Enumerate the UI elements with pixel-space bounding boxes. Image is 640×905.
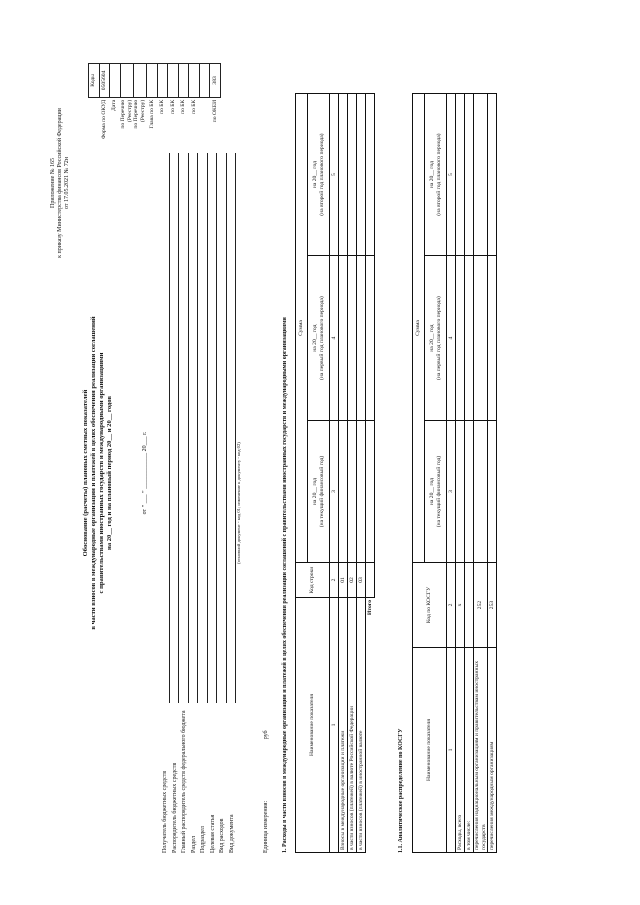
appendix-order: к приказу Министерства финансов Российской Федерации (57, 107, 64, 258)
field-recipient: Получатель бюджетных средств (160, 153, 170, 853)
appendix-number: Приложение № 165 (50, 157, 56, 208)
field-expense-type: Вид расходов (217, 153, 227, 853)
field-target-article: Целевая статья (208, 153, 218, 853)
table-row: в части взносов (платежей) в валюте Российской Федерации 02 (348, 93, 357, 852)
requisites-block (160, 153, 242, 853)
table-row: Расходы, всего x (456, 93, 465, 852)
field-main-distributor: Главный распорядитель средств федерального бюджета (179, 153, 189, 853)
section1-title: 1. Расходы в части взносов в международные организации и платежей в целях обеспечения реализации соглашений с правительствами иностранных государств и международными организациями (282, 316, 288, 853)
appendix-date: от 17.05.2021 № 72н (64, 156, 71, 209)
code-okei: 383 (210, 63, 221, 97)
field-distributor: Распорядитель бюджетных средств (170, 153, 180, 853)
unit-value: руб (263, 729, 269, 739)
table-row: в том числе: (465, 93, 474, 852)
section11-table: Наименование показателя Код по КОСГУ Сумма на 20__ год (на текущий финансовый год) на 20__ год (на первый год планового периода) на 20__ год (на второй год планового периода) 1 2 3 4 5 Расходы, всего x в том числе: перечисления наднациональным организациям и правительствам иностранных государств 252 перечисления международным организациям 253 (412, 93, 497, 853)
field-subsection: Подраздел (198, 153, 208, 853)
total-row: Итого (366, 93, 375, 852)
table-row: перечисления международным организациям 253 (488, 93, 497, 852)
document-date: от " ___ " ____________ 20___ г. (142, 431, 148, 514)
table-row: Взносы в международные организации и платежи 01 (339, 93, 348, 852)
table-row: перечисления наднациональным организациям и правительствам иностранных государств 252 (474, 93, 488, 852)
document-type-note: (основной документ - код 01; изменение к документу - код 02) (236, 441, 241, 564)
code-okud: 0505604 (99, 63, 110, 97)
field-document-type: Вид документа (227, 153, 237, 853)
section1-table: Наименование показателя Код строки Сумма на 20__ год (на текущий финансовый год) на 20__ год (на первый год планового периода) на 20__ год (на второй год планового периода) 1 2 3 4 5 Взносы в международные организации и платежи 01 в части взносов (платежей) в валюте Российской Федерации 02 в части взносов (платежей) в иностранной валюте 03 Итого (295, 93, 375, 853)
table-row: в части взносов (платежей) в иностранной валюте 03 (357, 93, 366, 852)
unit-row: Единица измерения: руб (263, 729, 269, 853)
codes-table: Коды Форма по ОКУД 0505604 Дата по Перечню (Реестру) по Перечню (Реестру) Глава по БК по БК по БК по БК по БК по ОКЕИ 383 (88, 63, 221, 145)
section11-title: 1.1. Аналитическое распределение по КОСГУ (398, 727, 404, 853)
appendix-block (50, 63, 72, 303)
field-section: Раздел (189, 153, 199, 853)
codes-header: Коды (89, 63, 100, 97)
document-sheet (20, 23, 620, 883)
page-title: Обоснование (расчеты) плановых сметных показателей в части взносов в международные организации и платежей в целях обеспечения реализации соглашений с правительствами иностранных государств и международными организациями на 20__ год и на плановый период 20__ и 20__ годов (82, 315, 113, 630)
